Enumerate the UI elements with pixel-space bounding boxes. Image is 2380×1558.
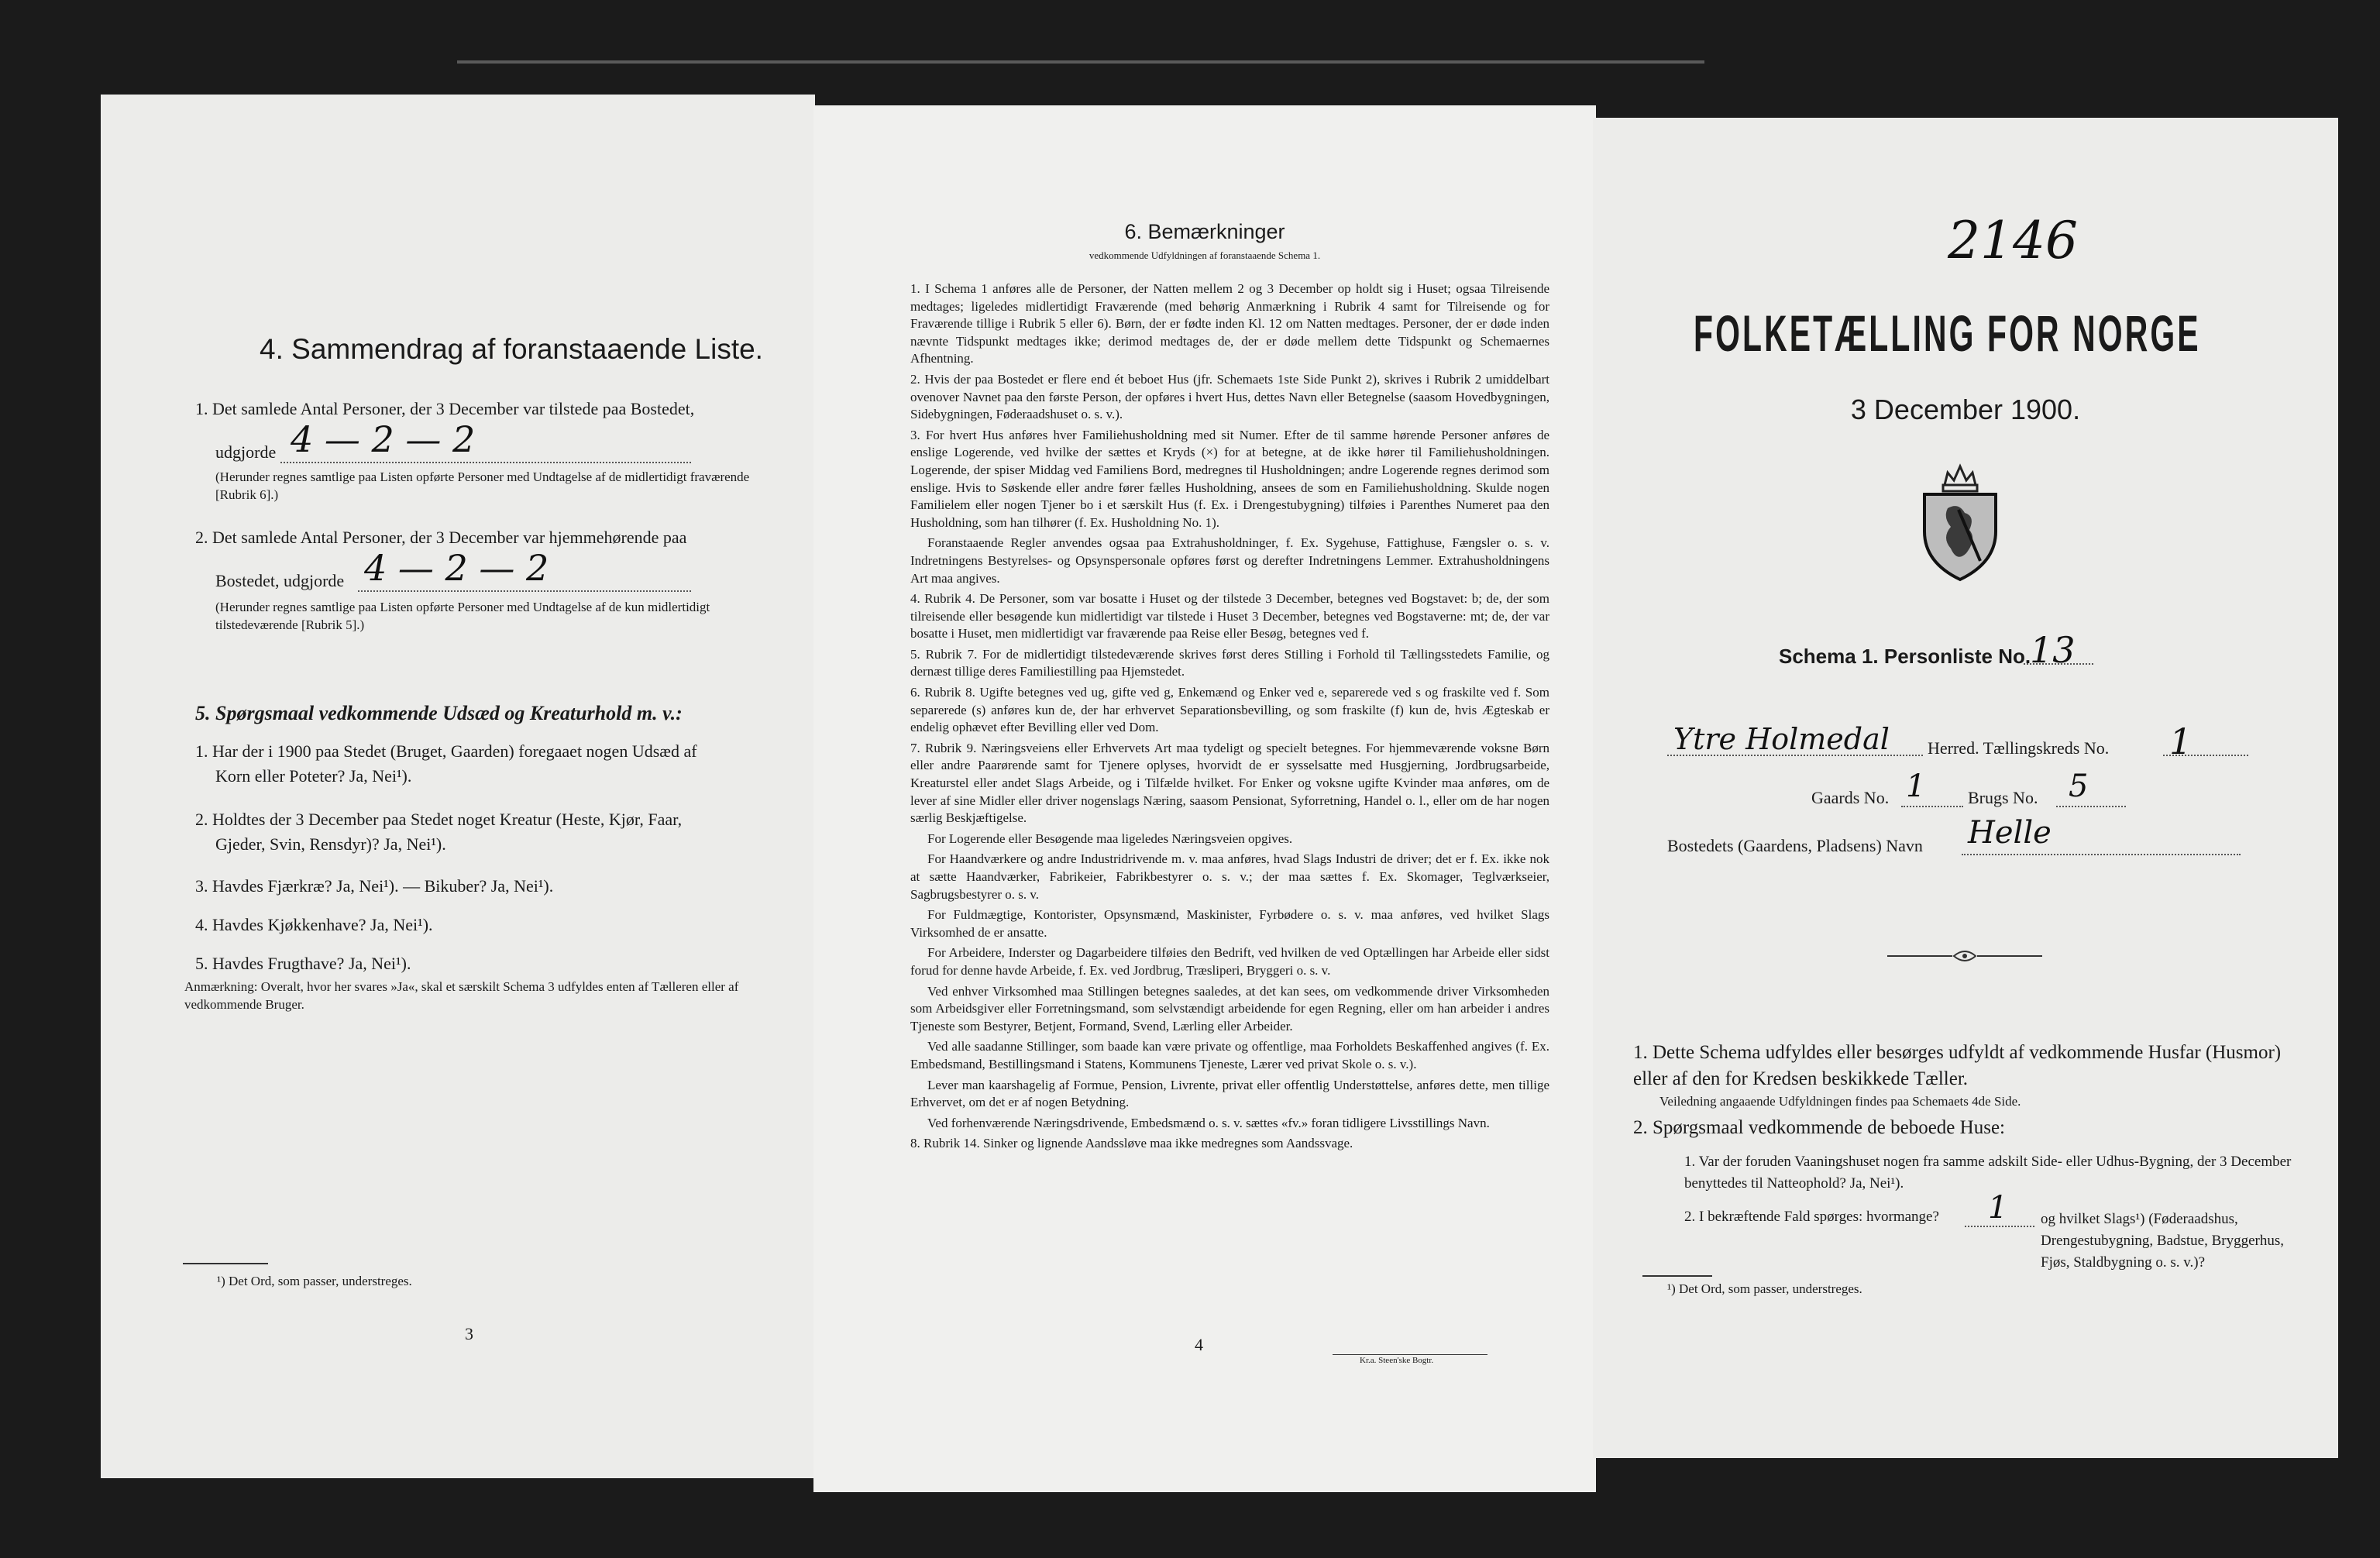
footnote: ¹) Det Ord, som passer, understreges.	[1667, 1281, 1862, 1296]
instruction-1: 1. Dette Schema udfyldes eller besørges udfyldt af vedkommende Husfar (Husmor) eller af den for Kredsen beskikkede Tæller.	[1633, 1042, 2282, 1089]
bosted-label: Bostedets (Gaardens, Pladsens) Navn	[1667, 836, 1923, 855]
remark-item: For Arbeidere, Inderster og Dagarbeidere tilføies den Bedrift, ved hvilken de ved Optællingen har Arbeide eller sidst forud for denne havde Arbeide, f. Ex. ved Jordbrug, Træsliperi, Bryggeri o. s. v.	[910, 945, 1549, 978]
instruction-1-sub: Veiledning angaaende Udfyldningen findes paa Schemaets 4de Side.	[1659, 1094, 2021, 1109]
remark-item: Lever man kaarshagelig af Formue, Pension, Livrente, privat eller offentlig Understøttelse, anføres dette, men tillige Erhvervet, om det er af nogen Betydning.	[910, 1077, 1549, 1110]
crops-remark: Anmærkning: Overalt, hvor her svares »Ja«, skal et særskilt Schema 3 udfyldes enten af Tælleren eller af vedkommende Bruger.	[184, 979, 739, 1012]
remark-item: Foranstaaende Regler anvendes ogsaa paa Extrahusholdninger, f. Ex. Sygehuse, Fattighuse, Fængsler o. s. v. Indretningens Bestyrelses- og Opsynspersonale opføres først og derefter Indretningens Lemmer. Extrahusholdningens Art maa angives.	[910, 535, 1549, 586]
summary-q1: 1. Det samlede Antal Personer, der 3 December var tilstede paa Bostedet,	[195, 399, 695, 418]
remark-item: For Logerende eller Besøgende maa ligeledes Næringsveien opgives.	[927, 831, 1293, 846]
summary-q1-handwritten: 4 — 2 — 2	[291, 418, 476, 460]
page-1	[1593, 118, 2338, 1458]
crops-q2b: Gjeder, Svin, Rensdyr)? Ja, Nei¹).	[215, 834, 446, 854]
remarks-list	[910, 280, 1549, 1153]
remark-item: 3. For hvert Hus anføres hver Familiehusholdning med sit Numer. Efter de til samme hørende Personer anføres de enslige Logerende, ved hvilke der sættes et Kryds (×) for at betegne, at de ikke hører til Familiehusholdningen. Logerende, der spiser Middag ved Familiens Bord, medregnes til Husholdningen; andre Logerende regnes derimod som enslige. Hvis to Søskende eller andre fører fælles Husholdning, ansees de som en Familiehusholdning. Skulde nogen Familielem eller nogen Tjener bo i et særskilt Hus (f. Ex. i Drengestubygning) tilføies i Parenthes Numeret paa den Husholdning, som han tilhører (f. Ex. Husholdning No. 1).	[910, 427, 1549, 530]
remark-item: 1. I Schema 1 anføres alle de Personer, der Natten mellem 2 og 3 December op holdt sig i Huset; ogsaa Tilreisende medtages; ligeledes midlertidigt Fraværende (med behørig Anmærkning i Rubrik 4 samt for Tilreisende og for Fraværende tillige i Rubrik 5 eller 6). Børn, der er fødte inden Kl. 12 om Natten medtages. Personer, der er døde inden nævnte Tidspunkt medtages ikke; derimod medtages de, der er døde mellem dette Tidspunkt og Schemaernes Afhentning.	[910, 281, 1549, 366]
remark-item: Ved alle saadanne Stillinger, som baade kan være private og offentlige, maa Forholdets Beskaffenhed angives (f. Ex. Embedsmand, Bestillingsmand i Statens, Kommunens Tjeneste, Lærer ved privat Skole o. s. v.).	[910, 1039, 1549, 1071]
gaards-dotline	[1901, 806, 1963, 807]
gaards-label: Gaards No.	[1811, 788, 1890, 807]
form-title: FOLKETÆLLING FOR NORGE	[1694, 304, 2201, 362]
brugs-number: 5	[2069, 769, 2089, 804]
summary-q2-note: (Herunder regnes samtlige paa Listen opførte Personer med Undtagelse af de kun midlertidigt tilstedeværende [Rubrik 5].)	[215, 600, 710, 632]
remarks-body	[910, 280, 1549, 1396]
remark-item: Ved enhver Virksomhed maa Stillingen betegnes saaledes, at det kan sees, om vedkommende driver Virksomheden som Arbeidsgiver eller Forretningsmand, som selvstændigt arbeidende for egen Regning, eller om han arbeider i andres Tjeneste som Bestyrer, Betjent, Formand, Svend, Lærling eller Arbeider.	[910, 983, 1549, 1034]
footnote: ¹) Det Ord, som passer, understreges.	[217, 1274, 412, 1288]
instruction-2: 2. Spørgsmaal vedkommende de beboede Huse:	[1633, 1117, 2005, 1138]
remarks-subtitle: vedkommende Udfyldningen af foranstaaende Schema 1.	[1089, 249, 1321, 261]
remark-item: Ved forhenværende Næringsdrivende, Embedsmænd o. s. v. sættes «fv.» foran tidligere Livsstillings Navn.	[927, 1115, 1490, 1130]
instruction-2-2-handwritten: 1	[1988, 1190, 2008, 1226]
remark-item: 8. Rubrik 14. Sinker og lignende Aandssløve maa ikke medregnes som Aandssvage.	[910, 1136, 1353, 1151]
archive-number: 2146	[1948, 211, 2078, 270]
summary-q1-label: udgjorde	[215, 442, 277, 462]
top-edge-line	[457, 60, 1704, 64]
summary-q2-handwritten: 4 — 2 — 2	[364, 547, 549, 589]
schema-dotline	[2024, 663, 2093, 665]
remark-item: 5. Rubrik 7. For de midlertidigt tilstedeværende skrives først deres Stilling i Forhold til Tællingsstedets Familie, og dernæst tillige deres Familiestilling paa Hjemstedet.	[910, 646, 1549, 679]
page-4	[813, 105, 1596, 1492]
ornament-divider-icon	[1887, 947, 2042, 965]
crops-q4: 4. Havdes Kjøkkenhave? Ja, Nei¹).	[195, 915, 433, 934]
bosted-handwritten: Helle	[1968, 815, 2052, 851]
remark-item: 4. Rubrik 4. De Personer, som var bosatte i Huset og der tilstede 3 December, betegnes ved Bogstavet: b; de, der som tilreisende eller besøgende kun midlertidigt var tilstede i Huset 3 December, betegnes ved Bogstaverne: mt; de, der var bosatte i Huset, men midlertidigt var fraværende paa Reise eller Besøg, betegnes ved f.	[910, 591, 1549, 641]
summary-title: 4. Sammendrag af foranstaaende Liste.	[260, 333, 763, 365]
crops-q1b: Korn eller Poteter? Ja, Nei¹).	[215, 766, 412, 786]
instruction-2-2b: og hvilket Slags¹) (Føderaadshus, Drengestubygning, Badstue, Bryggerhus, Fjøs, Staldbygning o. s. v.)?	[2041, 1211, 2284, 1271]
summary-q2-label: Bostedet, udgjorde	[215, 571, 345, 590]
gaards-number: 1	[1906, 769, 1926, 804]
summary-q1-dotline	[280, 462, 691, 463]
page-number: 4	[1195, 1335, 1203, 1354]
herred-label: Herred. Tællingskreds No.	[1928, 738, 2110, 758]
footnote-rule	[1642, 1275, 1712, 1277]
herred-dotline	[1667, 755, 1923, 756]
schema-number: 13	[2030, 629, 2076, 671]
page-number: 3	[465, 1324, 473, 1343]
footnote-rule	[183, 1263, 268, 1264]
census-date: 3 December 1900.	[1850, 394, 2081, 425]
remark-item: 7. Rubrik 9. Næringsveiens eller Erhvervets Art maa tydeligt og specielt betegnes. For hjemmeværende voksne Børn eller andre Paarørende samt for Tjenere oplyses, hvorvidt de er sysselsatte med Husgjerning, Jordbrugsarbeide, Kreaturstel eller andet Slags Arbeide, og i Tilfælde hvilket. For Enker og voksne ugifte Kvinder maa anføres, om de lever af sine Midler eller driver nogenslags Næring, saasom Pensionat, Syforretning, Handel o. l., eller om de har nogen særlig Beskjæftigelse.	[910, 740, 1549, 826]
remarks-title: 6. Bemærkninger	[1124, 220, 1285, 243]
printer-mark: Kr.a. Steen'ske Bogtr.	[1360, 1356, 1434, 1365]
remark-item: For Haandværkere og andre Industridrivende m. v. maa anføres, hvad Slags Industri de driver; det er f. Ex. ikke nok at sætte Haandværker, Fabrikeier, Fabrikbestyrer o. s. v.; der maa sættes f. Ex. Skomager, Teglværkseier, Sagbrugsbestyrer o. s. v.	[910, 851, 1549, 902]
summary-q2-dotline	[358, 590, 691, 592]
crops-q5: 5. Havdes Frugthave? Ja, Nei¹).	[195, 954, 411, 973]
bosted-dotline	[1962, 854, 2241, 855]
crops-title: 5. Spørgsmaal vedkommende Udsæd og Kreaturhold m. v.:	[195, 702, 683, 724]
summary-q1-note: (Herunder regnes samtlige paa Listen opførte Personer med Undtagelse af de midlertidigt fraværende [Rubrik 6].)	[215, 469, 750, 502]
norway-coat-of-arms-icon	[1914, 462, 2007, 586]
summary-q2: 2. Det samlede Antal Personer, der 3 December var hjemmehørende paa	[195, 528, 687, 547]
page-3	[101, 95, 815, 1478]
instruction-2-2a: 2. I bekræftende Fald spørges: hvormange?	[1684, 1209, 1939, 1225]
brugs-label: Brugs No.	[1968, 788, 2038, 807]
remark-item: 6. Rubrik 8. Ugifte betegnes ved ug, gifte ved g, Enkemænd og Enker ved e, separerede ved s og fraskilte ved f. Som separerede (s) anføres kun de, der har erhvervet Separationsbevilling, og som fraskilte (f) kun de, hvis Ægteskab er endelig ophævet efter Bevilling eller ved Dom.	[910, 685, 1549, 735]
brugs-dotline	[2056, 806, 2126, 807]
kreds-number: 1	[2169, 721, 2193, 762]
kreds-dotline	[2163, 755, 2248, 756]
crops-q1a: 1. Har der i 1900 paa Stedet (Bruget, Gaarden) foregaaet nogen Udsæd af	[195, 741, 697, 761]
herred-handwritten: Ytre Holmedal	[1673, 722, 1890, 756]
schema-label: Schema 1. Personliste No.	[1779, 645, 2031, 668]
remark-item: 2. Hvis der paa Bostedet er flere end ét beboet Hus (jfr. Schemaets 1ste Side Punkt 2), skrives i Rubrik 2 umiddelbart ovenover Navnet paa den første Person, der opføres i hvert Hus, dettes Navn eller Betegnelse (saasom Hovedbygningen, Sidebygningen, Føderaadshuset o. s. v.).	[910, 371, 1549, 422]
crops-q3: 3. Havdes Fjærkræ? Ja, Nei¹). — Bikuber? Ja, Nei¹).	[195, 876, 554, 896]
remark-item: For Fuldmægtige, Kontorister, Opsynsmænd, Maskinister, Fyrbødere o. s. v. maa anføres, ved hvilket Slags Virksomhed de er ansatte.	[910, 907, 1549, 940]
crops-q2a: 2. Holdtes der 3 December paa Stedet noget Kreatur (Heste, Kjør, Faar,	[195, 810, 683, 829]
instruction-2-1: 1. Var der foruden Vaaningshuset nogen fra samme adskilt Side- eller Udhus-Bygning, der 3 December benyttedes til Natteophold? Ja, Nei¹).	[1684, 1154, 2292, 1192]
instruction-2-2-dotline	[1965, 1226, 2034, 1227]
printer-rule	[1333, 1354, 1488, 1355]
